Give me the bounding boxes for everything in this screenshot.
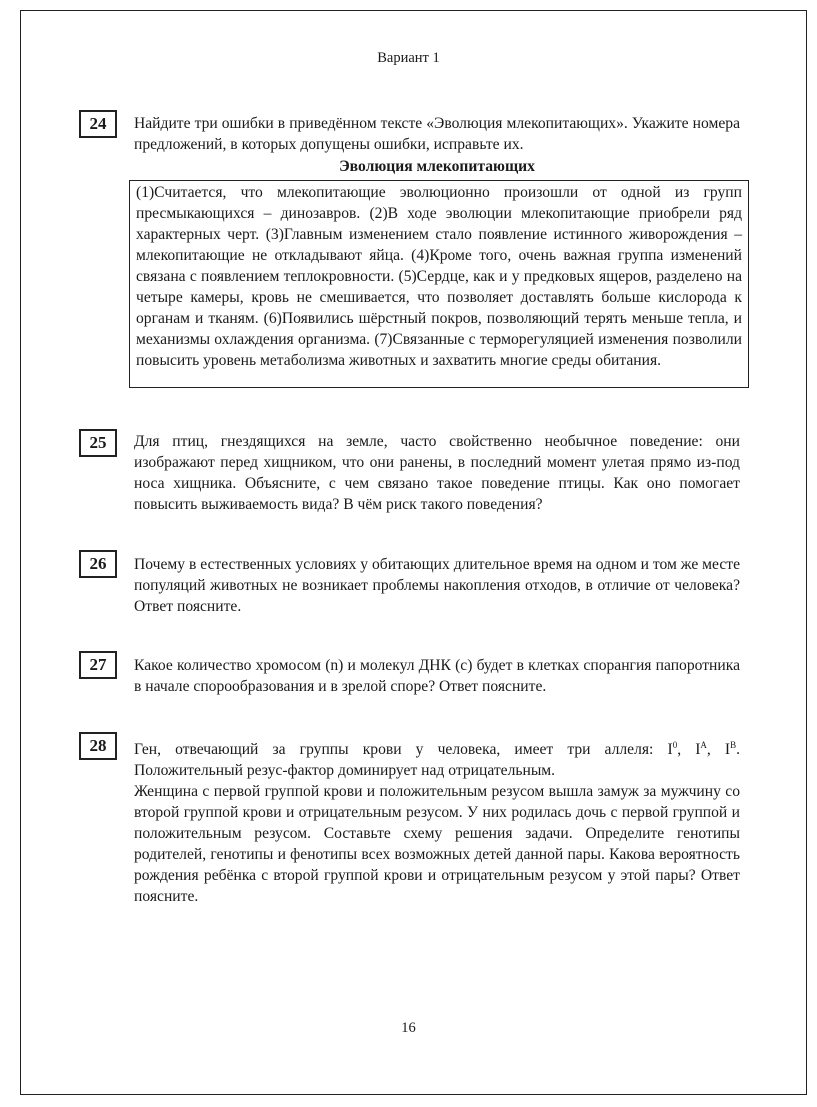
question-28-text-block bbox=[134, 735, 740, 907]
question-24-number: 24 bbox=[79, 110, 117, 138]
question-28-intro: Ген, отвечающий за группы крови у человека, имеет три аллеля: bbox=[134, 741, 654, 759]
question-27-text: Какое количество хромосом (n) и молекул ДНК (c) будет в клетках спорангия папоротника в начале спорообразования и в зрелой споре? Ответ поясните. bbox=[134, 657, 740, 695]
question-28-line2: Положительный резус-фактор доминирует над отрицательным. bbox=[134, 762, 556, 780]
question-27-number: 27 bbox=[79, 651, 117, 679]
page-number: 16 bbox=[401, 1020, 416, 1036]
question-28-intro-line bbox=[134, 735, 740, 760]
allele-i0: $I^0$ bbox=[667, 740, 678, 759]
question-26-number: 26 bbox=[79, 550, 117, 578]
allele-ib: $I^B$ bbox=[724, 740, 737, 759]
question-24-prompt bbox=[134, 113, 740, 155]
text-box-title: Эволюция млекопитающих bbox=[339, 158, 535, 175]
allele-ia: $I^A$ bbox=[695, 740, 707, 759]
question-24-prompt-text: Найдите три ошибки в приведённом тексте «Эволюция млекопитающих». Укажите номера предложений, в которых допущены ошибки, исправьте их. bbox=[134, 115, 740, 153]
question-26-text: Почему в естественных условиях у обитающих длительное время на одном и том же месте популяций животных не возникает проблемы накопления отходов, в отличие от человека? Ответ поясните. bbox=[134, 556, 740, 615]
question-28-paragraph: Женщина с первой группой крови и положительным резусом вышла замуж за мужчину со второй группой крови и отрицательным резусом. У них родилась дочь с первой группой и положительным резусом. Составьте схему решения задачи. Определите генотипы родителей, генотипы и фенотипы всех возможных детей данной пары. Какова вероятность рождения ребёнка с второй группой крови и отрицательным резусом у этой пары? Ответ поясните. bbox=[134, 783, 740, 906]
question-27-text-block bbox=[134, 655, 740, 697]
question-28-number: 28 bbox=[79, 732, 117, 760]
allele-list: $I^0$, $I^A$, $I^B$. bbox=[667, 740, 741, 759]
question-25-text: Для птиц, гнездящихся на земле, часто свойственно необычное поведение: они изображают перед хищником, что они ранены, в последний момент улетая прямо из-под носа хищника. Объясните, с чем связано такое поведение птицы. Как оно помогает повысить выживаемость вида? В чём риск такого поведения? bbox=[134, 433, 740, 513]
question-25-number: 25 bbox=[79, 429, 117, 457]
question-25-text-block bbox=[134, 431, 740, 515]
evolution-text-box: (1)Считается, что млекопитающие эволюционно произошли от одной из групп пресмыкающихся – динозавров. (2)В ходе эволюции млекопитающие приобрели ряд характерных черт. (3)Главным изменением стало появление истинного живорождения – млекопитающие не откладывают яйца. (4)Кроме того, очень важная группа изменений связана с появлением теплокровности. (5)Сердце, как и у предковых ящеров, разделено на четыре камеры, кровь не смешивается, что позволяет доставлять больше кислорода к органам и тканям. (6)Появились шёрстный покров, позволяющий терять меньше тепла, и механизмы охлаждения организма. (7)Связанные с терморегуляцией изменения позволили повысить уровень метаболизма животных и захватить многие среды обитания. bbox=[129, 180, 749, 388]
question-26-text-block bbox=[134, 554, 740, 617]
variant-header: Вариант 1 bbox=[377, 50, 440, 66]
